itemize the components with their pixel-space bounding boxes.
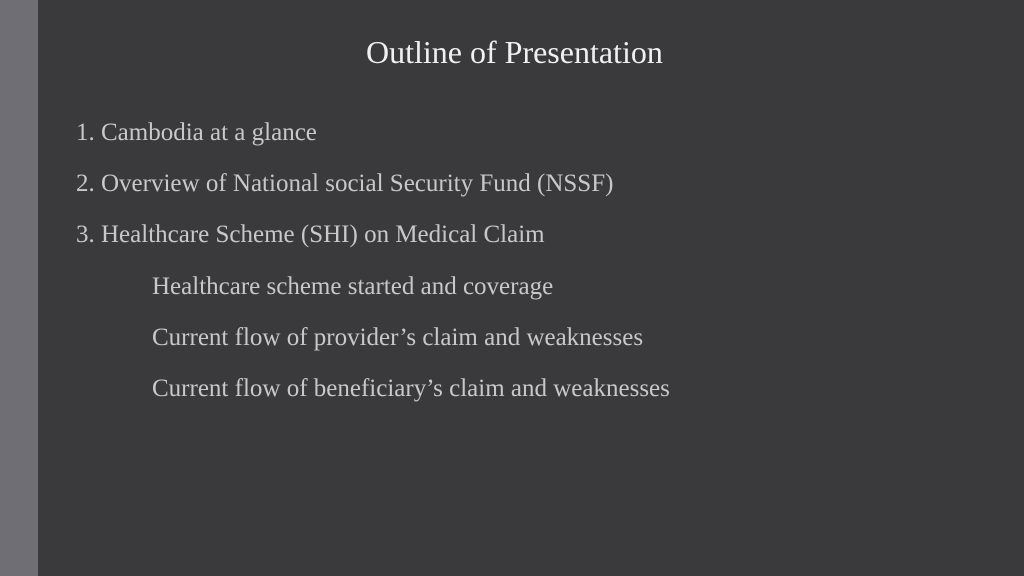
side-accent-bar: [0, 0, 38, 576]
outline-item-cambodia: 1. Cambodia at a glance: [76, 119, 317, 146]
slide-title: Outline of Presentation: [366, 34, 663, 70]
outline-subitem-scheme-coverage: Healthcare scheme started and coverage: [152, 272, 554, 300]
outline-item-healthcare-scheme: 3. Healthcare Scheme (SHI) on Medical Claim: [76, 221, 545, 249]
outline-list: [76, 113, 670, 420]
outline-subitem-provider-claim: Current flow of provider’s claim and weaknesses: [152, 323, 644, 351]
outline-item-nssf-overview: 2. Overview of National social Security Fund (NSSF): [76, 170, 614, 198]
outline-subitem-beneficiary-claim: Current flow of beneficiary’s claim and weaknesses: [152, 374, 670, 402]
